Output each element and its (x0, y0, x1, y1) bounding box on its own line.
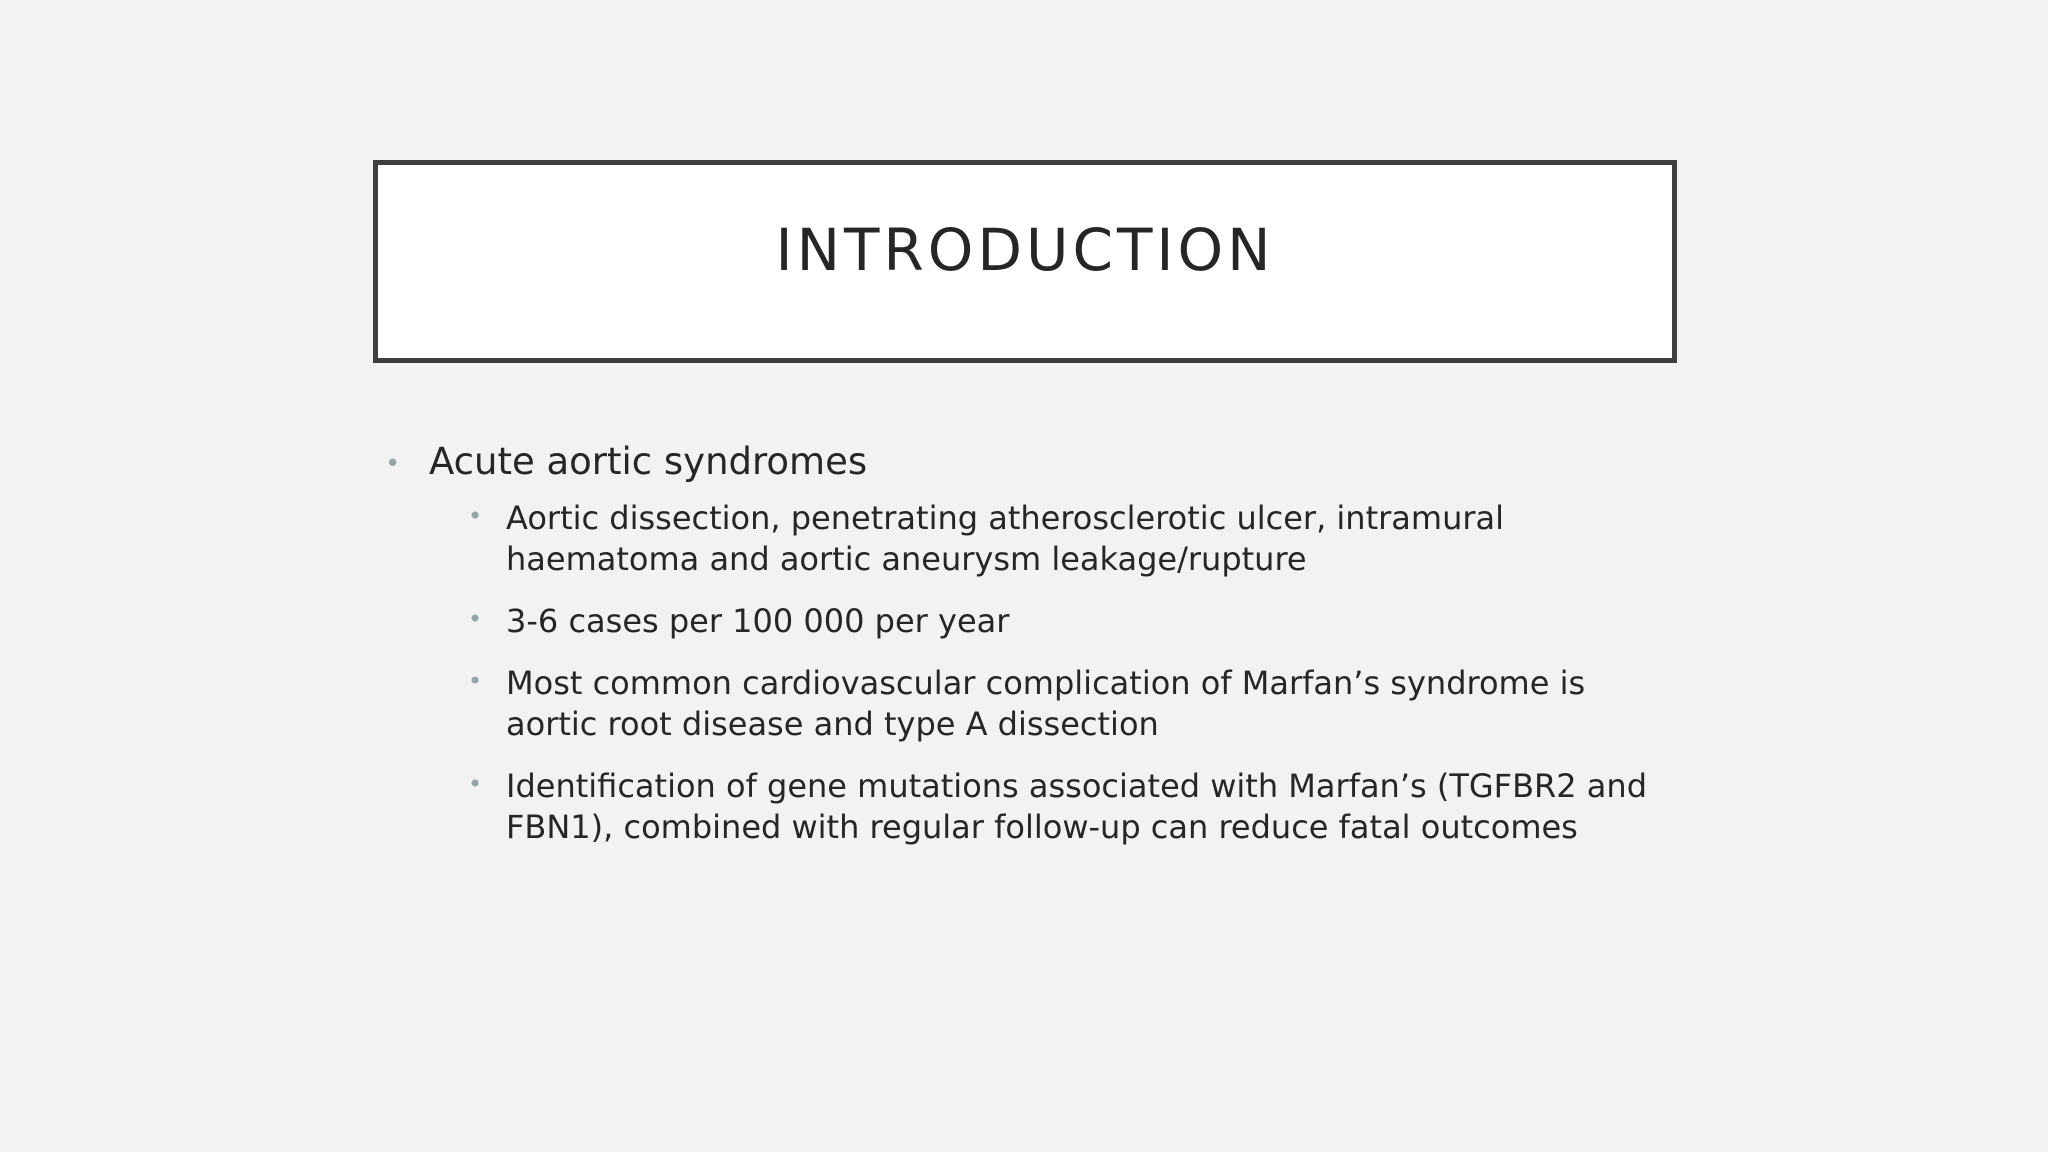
sub-bullet-text: Identification of gene mutations associated with Marfan’s (TGFBR2 and FBN1), combined with regular follow-up can reduce fatal outcomes (506, 767, 1647, 846)
sub-bullet-list (385, 498, 1675, 848)
bullet-text: Acute aortic syndromes (429, 440, 868, 483)
sub-bullet-item (468, 601, 1675, 642)
bullet-dot-icon: • (468, 605, 483, 633)
bullet-dot-icon: • (385, 449, 401, 479)
sub-bullet-text: Most common cardiovascular complication of Marfan’s syndrome is aortic root disease and type A dissection (506, 664, 1586, 743)
sub-bullet-item (468, 766, 1675, 848)
sub-bullet-item (468, 663, 1675, 745)
title-box (373, 160, 1677, 363)
sub-bullet-item (468, 498, 1675, 580)
bullet-dot-icon: • (468, 667, 483, 695)
bullet-item-acute-aortic-syndromes (385, 436, 1675, 488)
sub-bullet-text: Aortic dissection, penetrating atherosclerotic ulcer, intramural haematoma and aortic aneurysm leakage/rupture (506, 499, 1504, 578)
bullet-list (385, 436, 1675, 869)
bullet-dot-icon: • (468, 770, 483, 798)
bullet-dot-icon: • (468, 502, 483, 530)
sub-bullet-text: 3-6 cases per 100 000 per year (506, 602, 1010, 640)
slide-title: INTRODUCTION (775, 216, 1275, 284)
